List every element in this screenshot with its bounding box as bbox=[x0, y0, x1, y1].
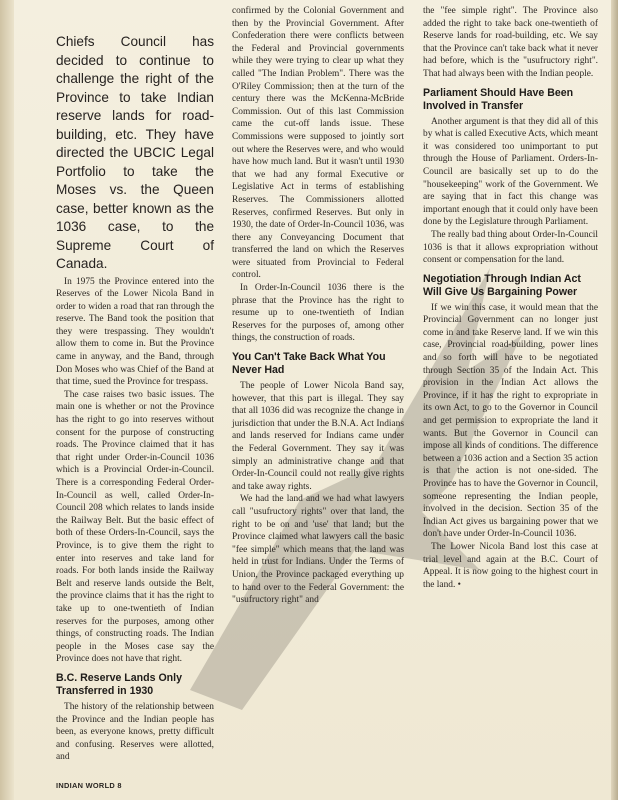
section-heading: Negotiation Through Indian Act Will Give Us Bargaining Power bbox=[423, 272, 581, 298]
section-heading: Parliament Should Have Been Involved in Transfer bbox=[423, 86, 574, 112]
column-1 bbox=[56, 5, 214, 764]
section-heading: You Can't Take Back What You Never Had bbox=[232, 351, 386, 377]
article-paragraph: The case raises two basic issues. The main one is whether or not the Province has the right to go into reserves without consent for the purpose of constructing roads. The Province claimed that it has that right under Order-in-Council 1036 which is a Provincial Order-in-Council. There is a corresponding Federal Order-In-Council as well, called Order-In-Council 208 which relates to lands inside the Railway Belt. But the basic effect of both of these Orders-In-Council, says the Province, is to give them the right to enter into reserves and take land for roads. For both lands inside the Railway Belt and reserve lands outside the Belt, the province claims that it has the right to take up to one-twentieth of Indian reserves for the purposes, among other things, of constructing roads. The Indian people in the Moses case say the Province does not have that right. bbox=[56, 389, 214, 665]
article-paragraph: Another argument is that they did all of this by what is called Executive Acts, which meant it was considered too unimportant to put through the House of Parliament. Orders-In-Council are basically set up to do the "housekeeping" work of the Government. We are saying that in fact this change was important enough that it could only have been done by the Legislature through Parliament. bbox=[423, 116, 598, 228]
article-paragraph: In 1975 the Province entered into the Reserves of the Lower Nicola Band in order to widen a road that ran through the reserve. The Band took the position that they were trespassing. They wouldn't allow them to come in. But the Province came in anyway, and the Band, through Don Moses who was Chief of the Band at that time, sued the Province for trespass. bbox=[56, 276, 214, 388]
article-paragraph: In Order-In-Council 1036 there is the phrase that the Province has the right to resume up to one-twentieth of Indian Reserves for the purposes of, among other things, the construction of roads. bbox=[232, 283, 404, 344]
intro-paragraph: Chiefs Council has decided to continue to challenge the right of the Province to take Indian reserve lands for road-building, etc. They have directed the UBCIC Legal Portfolio to take the Moses vs. the Queen case, better known as the 1036 case, to the Supreme Court of Canada. bbox=[56, 34, 214, 271]
article-paragraph: The history of the relationship between the Province and the Indian people has been, as everyone knows, pretty difficult and confusing. Reserves were allotted, and bbox=[56, 701, 214, 763]
page-footer: INDIAN WORLD 8 bbox=[56, 781, 122, 790]
article-paragraph: The people of Lower Nicola Band say, however, that this part is illegal. They say that all 1036 did was recognize the change in jurisdiction that under the B.N.A. Act Indians and lands reserved for Indians came under the Federal Government. They say it was simply an administrative change and that Order-In-Council could not really give rights and take away rights. bbox=[232, 381, 404, 492]
column-3 bbox=[423, 5, 598, 591]
section-heading: B.C. Reserve Lands Only Transferred in 1930 bbox=[56, 671, 182, 697]
article-paragraph: the "fee simple right". The Province also added the right to take back one-twentieth of Reserve lands for road-building, etc. We say that the Province can't take back what it never had before, which is the "usufructory right". That had always been with the Indian people. bbox=[423, 6, 598, 79]
column-2 bbox=[232, 5, 404, 607]
article-paragraph: If we win this case, it would mean that the Provincial Government can no longer just come in and take Reserve land. If we win this case, Provincial road-building, power lines and so forth will have to be negotiated through Section 35 of the Indain Act. This provision in the Indian Act allows the Province, if it has the right to expropriate in its own Act, to go to the Governor in Council and get permission to expropriate the land it wants. But the Governor in Council can impose all kinds of conditions. The difference between a 1036 action and a Section 35 action is that the action is not one-sided. The Province has to have the Governor in Council, someone representing the Indian people, involved in the decision. Section 35 of the Indian Act gives us bargaining power that we don't have under Order-In-Council 1036. bbox=[423, 302, 598, 540]
article-paragraph: We had the land and we had what lawyers call "usufructory rights" over that land, the right to be on and 'use' that land; but the Province claimed what lawyers call the basic "fee simple" which means that the land was held in trust for Indians. Under the Terms of Union, the Province packaged everything up to hand over to the Federal Government: the "usufructory right" and bbox=[232, 494, 404, 606]
article-paragraph: confirmed by the Colonial Government and then by the Provincial Government. After Confederation there were conflicts between the Federal and Provincial governments while they were trying to clear up what they called "The Indian Problem". There was the O'Riley Commission; then at the turn of the century there was the McKenna-McBride Commission. Out of this last Commission came the cut-off lands issue. These Commissions were supposed to jointly sort out where the Reserves were, and who would have how much land. But it wasn't until 1930 that we had any formal Executive or Legislative Act in terms of establishing Reserves. The Commissioners allotted Reserves, confirmed Reserves. But only in 1930, the date of Order-In-Council 1036, was there any Conveyancing Document that transferred the land on which the Reserves were situated from Provincial to Federal control. bbox=[232, 6, 404, 281]
article-paragraph: The Lower Nicola Band lost this case at trial level and again at the B.C. Court of Appeal. It is now going to the highest court in the land. • bbox=[423, 541, 598, 590]
article-paragraph: The really bad thing about Order-In-Council 1036 is that it allows expropriation without consent or compensation for the land. bbox=[423, 229, 598, 266]
